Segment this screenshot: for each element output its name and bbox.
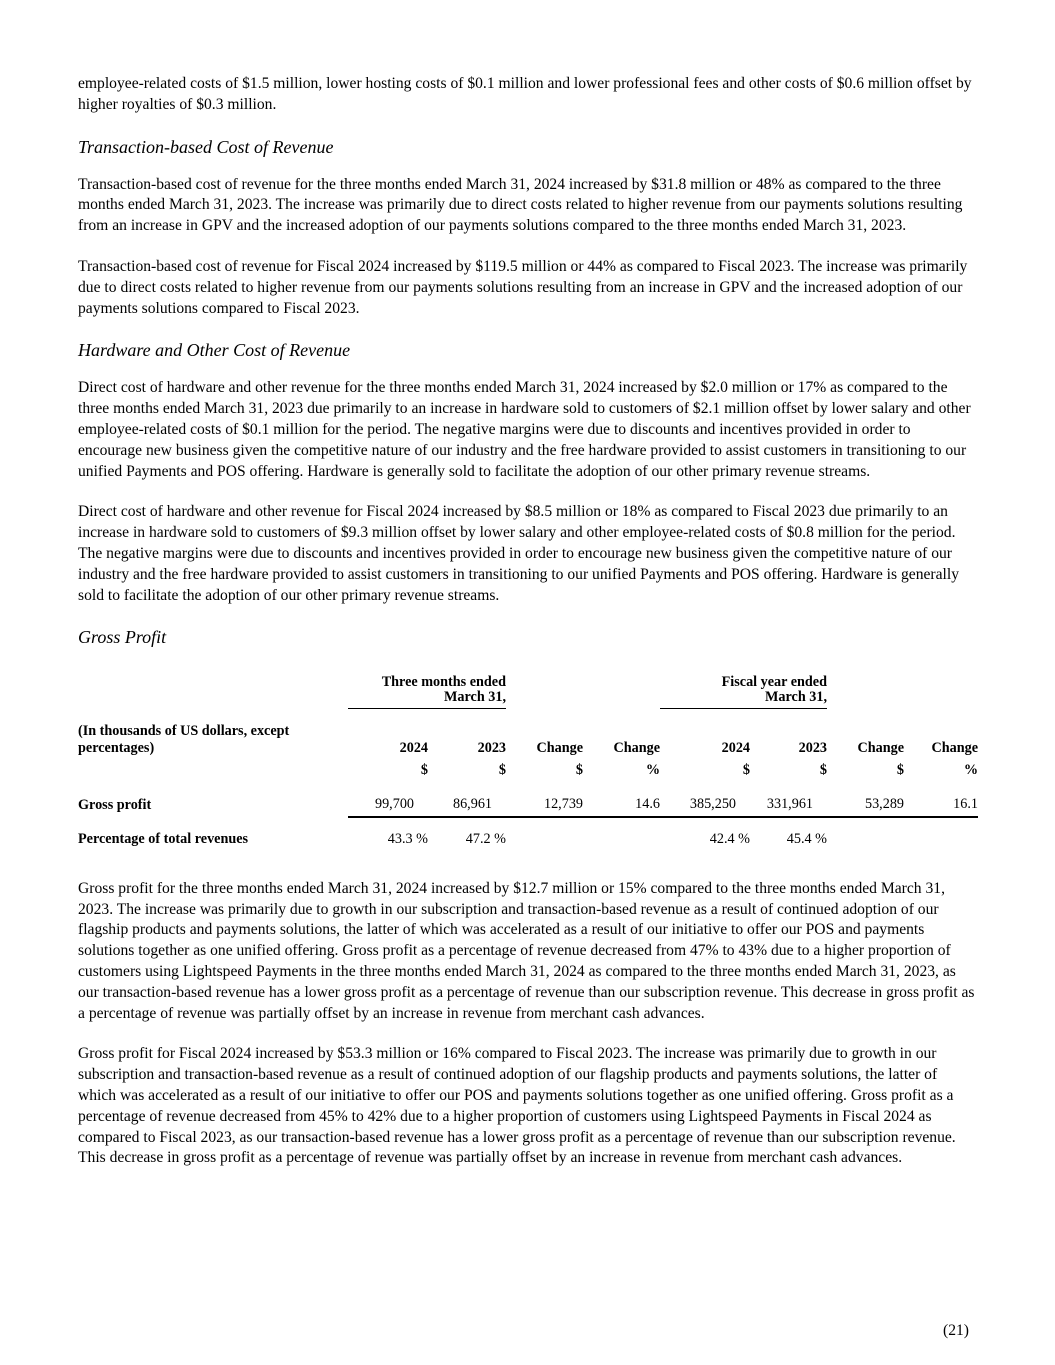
hardware-paragraph-1: Direct cost of hardware and other revenue for the three months ended March 31, 2024 increased by $2.0 million or 17% as compared to the three months ended March 31, 2023 due primarily to an increase in hardware sold to customers of $2.1 million offset by lower salary and other employee-related costs of $0.1 million for the period. The negative margins were due to discounts and incentives provided in order to encourage new business given the competitive nature of our industry and the free hardware provided to assist customers in transitioning to our unified Payments and POS offering. Hardware is generally sold to facilitate the adoption of our other primary revenue streams. [78,379,971,480]
col-header: Change [536,739,583,756]
table-cell: 12,739 [506,792,583,817]
table-cell: 16.1 [904,792,978,817]
group-header-fiscal-year: Fiscal year ended March 31, [660,675,827,709]
row-header-label: (In thousands of US dollars, except percentages) [78,722,290,756]
transaction-paragraph-2: Transaction-based cost of revenue for Fiscal 2024 increased by $119.5 million or 44% as compared to Fiscal 2023. The increase was primarily due to direct costs related to higher revenue from our payments solutions resulting from an increase in GPV and the increased adoption of our payments solutions compared to Fiscal 2023. [78,257,968,317]
col-header: 2024 [721,739,750,756]
section-heading-gross-profit: Gross Profit [78,627,167,648]
table-cell: 99,700 [348,792,428,817]
group-header-three-months: Three months ended March 31, [348,675,506,709]
gross-profit-paragraph-1: Gross profit for the three months ended March 31, 2024 increased by $12.7 million or 15% compared to the three months ended March 31, 2023. The increase was primarily due to growth in our subscription and transaction-based revenue as a result of continued adoption of our flagship products and payments solutions, the latter of which was accelerated as a result of our initiative to offer our POS and payments solutions together as one unified offering. Gross profit as a percentage of revenue decreased from 47% to 43% due to a higher proportion of customers using Lightspeed Payments in the three months ended March 31, 2024 as compared to the three months ended March 31, 2023, as our transaction-based revenue has a lower gross profit as a percentage of revenue than our subscription revenue. This decrease in gross profit as a percentage of revenue was partially offset by an increase in revenue from merchant cash advances. [78,879,975,1022]
table-cell: 43.3 % [387,830,428,847]
unit-label: $ [498,761,506,778]
table-cell [583,817,660,848]
row-label-gross-profit: Gross profit [78,796,152,813]
table-cell: 14.6 [583,792,660,817]
row-label-percentage: Percentage of total revenues [78,830,249,847]
intro-paragraph: employee-related costs of $1.5 million, lower hosting costs of $0.1 million and lower professional fees and other costs of $0.6 million offset by higher royalties of $0.3 million. [78,75,972,113]
col-header: 2024 [399,739,428,756]
col-header: 2023 [477,739,506,756]
table-cell: 45.4 % [786,830,827,847]
section-heading-hardware: Hardware and Other Cost of Revenue [78,340,351,361]
table-cell: 86,961 [428,792,506,817]
unit-label: $ [420,761,428,778]
col-header: 2023 [798,739,827,756]
table-cell [904,817,978,848]
hardware-paragraph-2: Direct cost of hardware and other revenue for Fiscal 2024 increased by $8.5 million or 18% as compared to Fiscal 2023 due primarily to an increase in hardware sold to customers of $9.3 million offset by lower salary and other employee-related costs of $0.8 million for the period. The negative margins were due to discounts and incentives provided in order to encourage new business given the competitive nature of our industry and the free hardware provided to assist customers in transitioning to our unified Payments and POS offering. Hardware is generally sold to facilitate the adoption of our other primary revenue streams. [78,503,959,604]
unit-label: $ [896,761,904,778]
section-heading-transaction: Transaction-based Cost of Revenue [78,136,334,157]
table-cell: 331,961 [750,792,827,817]
table-cell: 385,250 [660,792,750,817]
col-header: Change [857,739,904,756]
document-page [78,74,978,1169]
unit-label: $ [742,761,750,778]
page-number: (21) [943,1322,969,1339]
gross-profit-table [78,675,978,848]
table-cell [827,817,904,848]
table-cell [506,817,583,848]
transaction-paragraph-1: Transaction-based cost of revenue for the three months ended March 31, 2024 increased by $31.8 million or 48% as compared to the three months ended March 31, 2023. The increase was primarily due to direct costs related to higher revenue from our payments solutions resulting from an increase in GPV and the increased adoption of our payments solutions compared to the three months ended March 31, 2023. [78,175,963,235]
col-header: Change [931,739,978,756]
table-row-percentage [78,817,978,848]
unit-label: $ [575,761,583,778]
unit-label: % [645,761,660,778]
col-header: Change [613,739,660,756]
unit-label: $ [819,761,827,778]
table-cell: 53,289 [827,792,904,817]
gross-profit-paragraph-2: Gross profit for Fiscal 2024 increased by $53.3 million or 16% compared to Fiscal 2023. The increase was primarily due to growth in our subscription and transaction-based revenue as a result of continued adoption of our flagship products and payments solutions, the latter of which was accelerated as a result of our initiative to offer our POS and payments solutions together as one unified offering. Gross profit as a percentage of revenue decreased from 45% to 42% due to a higher proportion of customers using Lightspeed Payments in Fiscal 2024 as compared to Fiscal 2023, as our transaction-based revenue has a lower gross profit as a percentage of revenue than our subscription revenue. This decrease in gross profit as a percentage of revenue was partially offset by an increase in revenue from merchant cash advances. [78,1045,956,1167]
unit-label: % [963,761,978,778]
table-row-gross-profit [78,792,978,817]
table-cell: 47.2 % [465,830,506,847]
table-cell: 42.4 % [709,830,750,847]
